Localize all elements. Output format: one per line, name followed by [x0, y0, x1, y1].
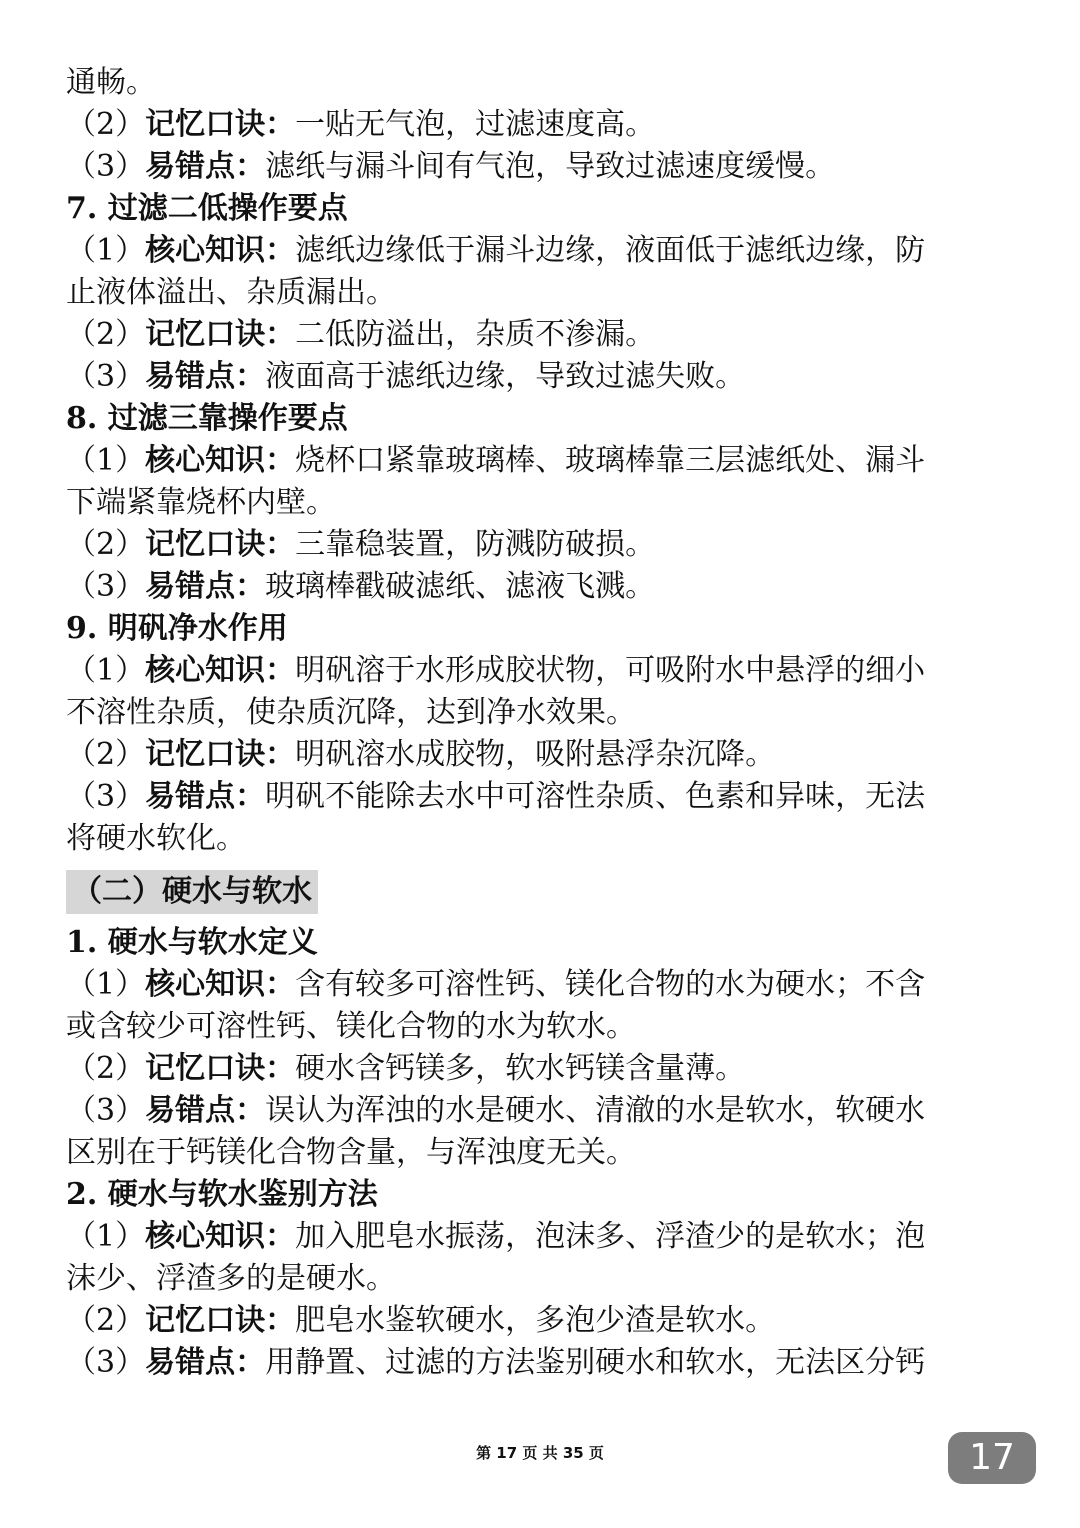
item-number: （3）	[66, 359, 146, 394]
item-label: 记忆口诀：	[145, 1303, 296, 1338]
topic-heading: 9. 明矾净水作用	[66, 611, 288, 646]
list-item	[66, 1342, 1006, 1384]
continuation-line: 通畅。	[66, 65, 156, 100]
item-text: 滤纸边缘低于漏斗边缘，液面低于滤纸边缘，防	[295, 233, 926, 268]
item-text: 玻璃棒戳破滤纸、滤液飞溅。	[265, 569, 656, 604]
item-label: 记忆口诀：	[145, 527, 296, 562]
item-number: （3）	[66, 569, 146, 604]
list-item	[66, 1216, 1006, 1258]
list-item	[66, 104, 1006, 146]
item-label: 核心知识：	[145, 967, 296, 1002]
topic-heading: 8. 过滤三靠操作要点	[66, 401, 348, 436]
item-number: （3）	[66, 1345, 146, 1380]
list-item	[66, 1048, 1006, 1090]
section-heading: （二）硬水与软水	[66, 870, 318, 914]
item-text: 肥皂水鉴软硬水，多泡少渣是软水。	[295, 1303, 776, 1338]
item-label: 核心知识：	[145, 1219, 296, 1254]
topic-heading: 2. 硬水与软水鉴别方法	[66, 1177, 378, 1212]
item-number: （3）	[66, 779, 146, 814]
continuation-line: 或含较少可溶性钙、镁化合物的水为软水。	[66, 1009, 636, 1044]
continuation-line: 止液体溢出、杂质漏出。	[66, 275, 396, 310]
item-label: 易错点：	[145, 149, 266, 184]
item-number: （2）	[66, 317, 146, 352]
list-item	[66, 566, 1006, 608]
item-text: 三靠稳装置，防溅防破损。	[295, 527, 656, 562]
item-label: 记忆口诀：	[145, 1051, 296, 1086]
item-text: 明矾不能除去水中可溶性杂质、色素和异味，无法	[265, 779, 926, 814]
item-label: 易错点：	[145, 1345, 266, 1380]
item-text: 明矾溶于水形成胶状物，可吸附水中悬浮的细小	[295, 653, 926, 688]
list-item	[66, 1090, 1006, 1132]
item-number: （3）	[66, 149, 146, 184]
item-text: 加入肥皂水振荡，泡沫多、浮渣少的是软水；泡	[295, 1219, 926, 1254]
item-number: （2）	[66, 1303, 146, 1338]
continuation-line: 区别在于钙镁化合物含量，与浑浊度无关。	[66, 1135, 636, 1170]
list-item	[66, 146, 1006, 188]
item-number: （2）	[66, 737, 146, 772]
item-text: 烧杯口紧靠玻璃棒、玻璃棒靠三层滤纸处、漏斗	[295, 443, 926, 478]
item-text: 滤纸与漏斗间有气泡，导致过滤速度缓慢。	[265, 149, 836, 184]
item-number: （3）	[66, 1093, 146, 1128]
item-number: （1）	[66, 653, 146, 688]
item-number: （2）	[66, 527, 146, 562]
item-label: 易错点：	[145, 359, 266, 394]
item-label: 记忆口诀：	[145, 317, 296, 352]
item-number: （1）	[66, 967, 146, 1002]
list-item	[66, 734, 1006, 776]
continuation-line: 下端紧靠烧杯内壁。	[66, 485, 336, 520]
item-label: 核心知识：	[145, 233, 296, 268]
continuation-line: 不溶性杂质，使杂质沉降，达到净水效果。	[66, 695, 636, 730]
page-footer: 第 17 页 共 35 页	[476, 1444, 604, 1462]
item-label: 核心知识：	[145, 653, 296, 688]
page-number-badge: 17	[948, 1432, 1036, 1484]
topic-heading: 1. 硬水与软水定义	[66, 925, 318, 960]
item-number: （1）	[66, 233, 146, 268]
list-item	[66, 356, 1006, 398]
item-text: 一贴无气泡，过滤速度高。	[295, 107, 656, 142]
topic-heading: 7. 过滤二低操作要点	[66, 191, 348, 226]
item-text: 二低防溢出，杂质不渗漏。	[295, 317, 656, 352]
list-item	[66, 776, 1006, 818]
item-label: 记忆口诀：	[145, 737, 296, 772]
list-item	[66, 440, 1006, 482]
item-label: 易错点：	[145, 1093, 266, 1128]
item-label: 核心知识：	[145, 443, 296, 478]
document-body	[66, 62, 1006, 1384]
list-item	[66, 964, 1006, 1006]
item-number: （2）	[66, 1051, 146, 1086]
item-label: 易错点：	[145, 779, 266, 814]
item-number: （1）	[66, 1219, 146, 1254]
item-number: （1）	[66, 443, 146, 478]
list-item	[66, 524, 1006, 566]
item-label: 记忆口诀：	[145, 107, 296, 142]
list-item	[66, 230, 1006, 272]
continuation-line: 将硬水软化。	[66, 821, 246, 856]
item-label: 易错点：	[145, 569, 266, 604]
section-heading-row	[66, 860, 1006, 922]
item-text: 用静置、过滤的方法鉴别硬水和软水，无法区分钙	[265, 1345, 926, 1380]
list-item	[66, 1300, 1006, 1342]
list-item	[66, 314, 1006, 356]
item-text: 硬水含钙镁多，软水钙镁含量薄。	[295, 1051, 746, 1086]
item-text: 含有较多可溶性钙、镁化合物的水为硬水；不含	[295, 967, 926, 1002]
item-text: 液面高于滤纸边缘，导致过滤失败。	[265, 359, 746, 394]
item-text: 明矾溶水成胶物，吸附悬浮杂沉降。	[295, 737, 776, 772]
continuation-line: 沫少、浮渣多的是硬水。	[66, 1261, 396, 1296]
item-text: 误认为浑浊的水是硬水、清澈的水是软水，软硬水	[265, 1093, 926, 1128]
item-number: （2）	[66, 107, 146, 142]
list-item	[66, 650, 1006, 692]
